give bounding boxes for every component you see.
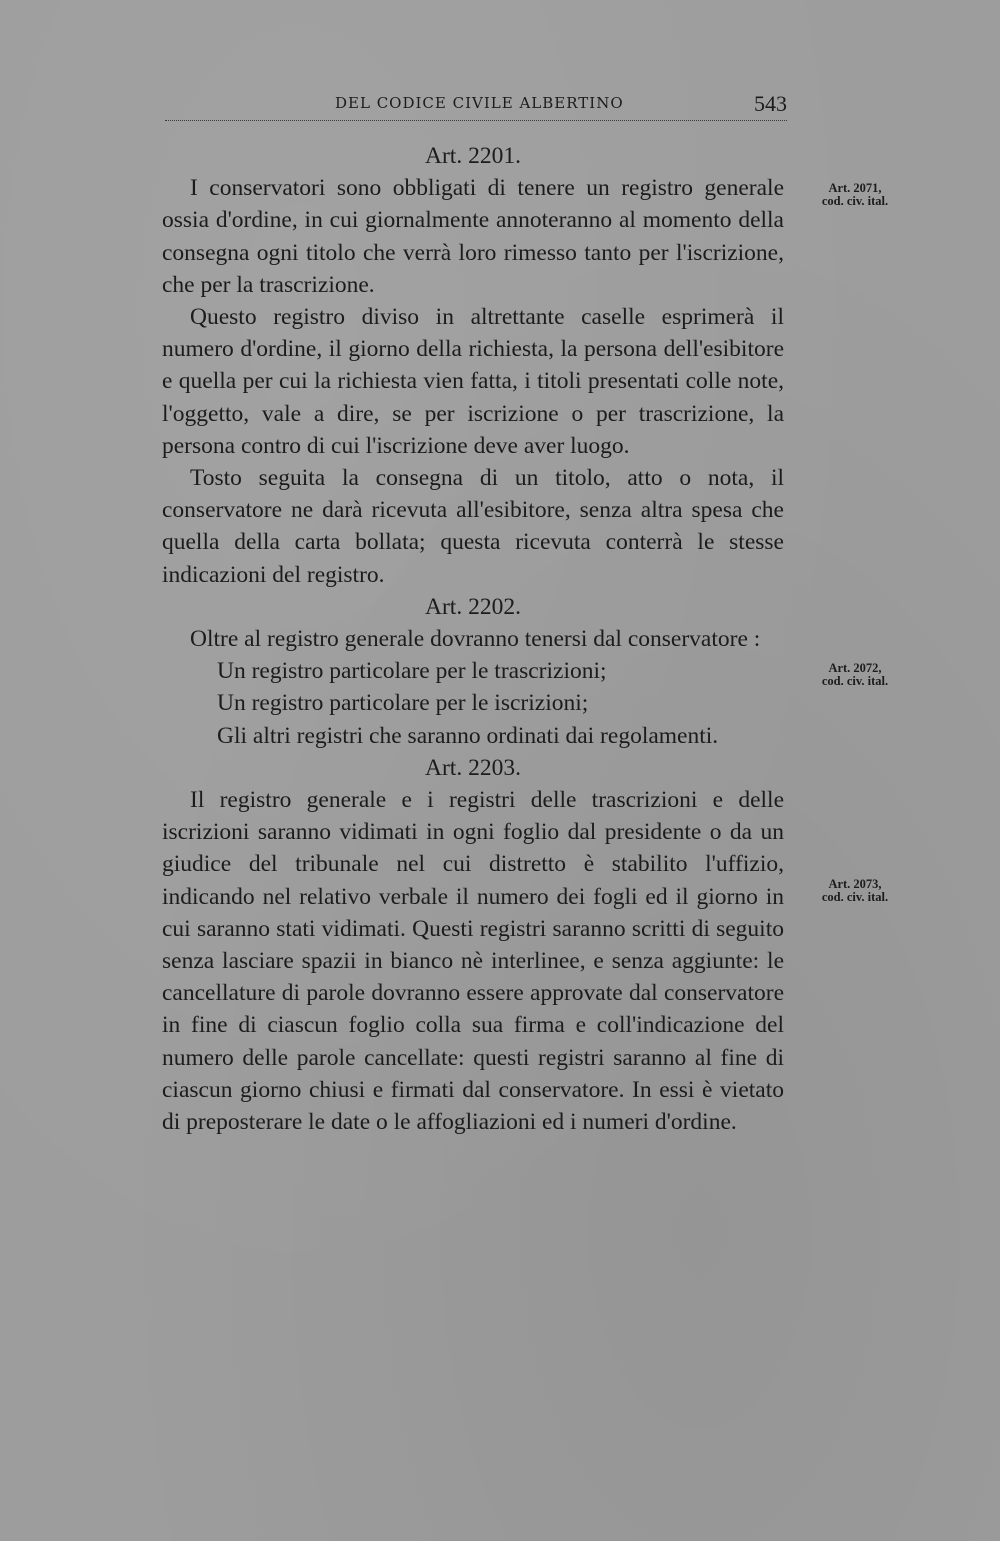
margin-note-line: cod. civ. ital. bbox=[821, 194, 889, 208]
running-head: DEL CODICE CIVILE ALBERTINO bbox=[335, 94, 624, 112]
paragraph: I conservatori sono obbligati di tenere un registro generale ossia d'ordine, in cui giornalmente annoteranno al momento della consegna ogni titolo che verrà loro rimesso tanto per l'iscrizione, che per la trascrizione. bbox=[162, 175, 784, 298]
list-item: Gli altri registri che saranno ordinati dai regolamenti. bbox=[217, 722, 719, 749]
margin-note-line: Art. 2072, bbox=[828, 661, 882, 675]
paragraph: Oltre al registro generale dovranno tenersi dal conservatore : bbox=[190, 626, 761, 653]
article-heading: Art. 2203. bbox=[425, 754, 521, 781]
page-body bbox=[162, 140, 784, 1138]
margin-note-line: Art. 2073, bbox=[828, 877, 882, 891]
list-item: Un registro particolare per le trascrizioni; bbox=[217, 658, 607, 685]
paragraph: Questo registro diviso in altrettante caselle esprimerà il numero d'ordine, il giorno della richiesta, la persona dell'esibitore e quella per cui la richiesta vien fatta, i titoli presentati colle note, l'oggetto, vale a dire, se per iscrizione o per trascrizione, la persona contro di cui l'iscrizione deve aver luogo. bbox=[162, 304, 784, 459]
article-heading: Art. 2201. bbox=[425, 143, 521, 169]
list-item: Un registro particolare per le iscrizioni; bbox=[217, 690, 589, 717]
margin-note-line: cod. civ. ital. bbox=[821, 674, 889, 688]
paragraph: Il registro generale e i registri delle trascrizioni e delle iscrizioni saranno vidimati in ogni foglio dal presidente o da un giudice del tribunale nel cui distretto è stabilito l'uffizio, indicando nel relativo verbale il numero dei fogli ed il giorno in cui saranno stati vidimati. Questi registri saranno scritti di seguito senza lasciare spazii in bianco nè interlinee, e senza aggiunte: le cancellature di parole dovranno essere approvate dal conservatore in fine di ciascun foglio colla sua firma e coll'indicazione del numero delle parole cancellate: questi registri saranno al fine di ciascun giorno chiusi e firmati dal conservatore. In essi è vietato di preposterare le date o le affogliazioni ed i numeri d'ordine. bbox=[162, 787, 784, 1136]
margin-note bbox=[800, 182, 910, 208]
article-heading: Art. 2202. bbox=[425, 593, 521, 620]
page-number: 543 bbox=[754, 91, 787, 116]
margin-note-line: cod. civ. ital. bbox=[821, 890, 889, 904]
margin-note-line: Art. 2071, bbox=[828, 181, 882, 195]
margin-note bbox=[800, 662, 910, 688]
paragraph: Tosto seguita la consegna di un titolo, atto o nota, il conservatore ne darà ricevuta all'esibitore, senza altra spesa che quella della carta bollata; questa ricevuta conterrà le stesse indicazioni del registro. bbox=[162, 465, 784, 588]
margin-note bbox=[800, 878, 910, 904]
page-header bbox=[165, 90, 787, 121]
